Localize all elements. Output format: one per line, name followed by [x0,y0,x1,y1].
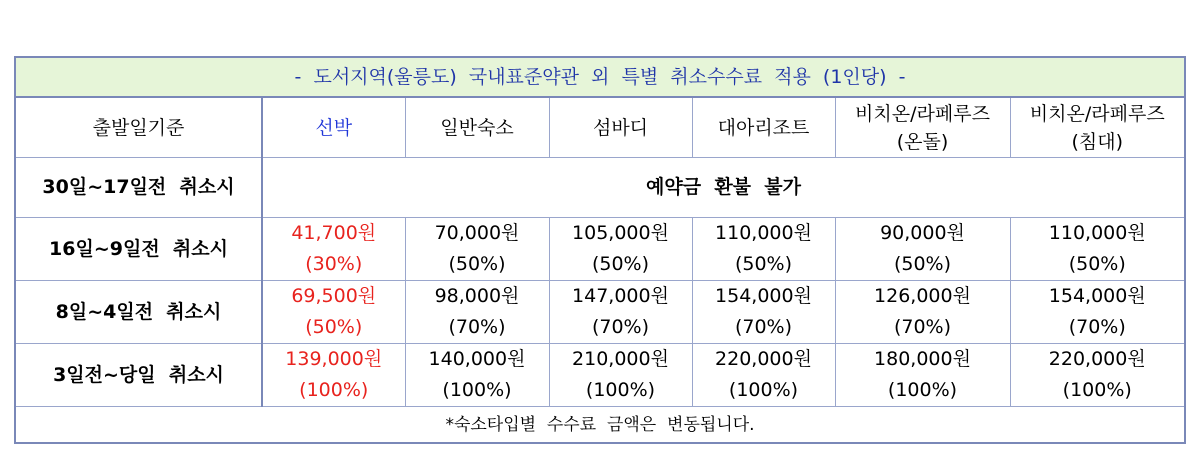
cell-amount: 41,700원 [291,222,377,244]
cell-seombadi [549,281,692,344]
cell-amount: 110,000원 [715,222,812,244]
cell-seombadi [549,218,692,281]
merged-no-refund: 예약금 환불 불가 [262,158,1185,218]
cell-ship [262,344,405,407]
table-title: - 도서지역(울릉도) 국내표준약관 외 특별 취소수수료 적용 (1인당) - [15,57,1185,97]
cell-percent: (70%) [1068,316,1126,338]
cell-percent: (30%) [305,253,363,275]
header-seombadi: 섬바디 [549,97,692,158]
cell-amount: 220,000원 [715,348,812,370]
row-label: 30일~17일전 취소시 [15,158,262,218]
table-row [15,218,1185,281]
header-beachon-bed-type: (침대) [1071,130,1124,153]
cell-percent: (100%) [1062,379,1132,401]
header-general-lodging: 일반숙소 [405,97,549,158]
cell-beachon-ondol [835,218,1010,281]
cell-percent: (100%) [585,379,656,401]
cell-percent: (70%) [893,316,952,338]
cell-amount: 110,000원 [1048,222,1146,244]
cell-percent: (50%) [734,253,793,275]
cell-amount: 98,000원 [434,285,520,307]
cell-amount: 90,000원 [880,222,965,244]
cell-ship [262,281,405,344]
cell-amount: 180,000원 [874,348,971,370]
table-row [15,158,1185,218]
cell-amount: 126,000원 [874,285,971,307]
cell-general-lodging [405,218,549,281]
cell-beachon-bed [1010,344,1185,407]
cancellation-fee-table [14,56,1186,444]
header-beachon-bed [1010,97,1185,158]
cell-beachon-bed [1010,218,1185,281]
cell-amount: 105,000원 [572,222,669,244]
cell-percent: (50%) [1068,253,1126,275]
cell-amount: 210,000원 [572,348,669,370]
cell-daea-resort [692,281,835,344]
cell-daea-resort [692,218,835,281]
cell-amount: 154,000원 [715,285,812,307]
cell-beachon-ondol [835,281,1010,344]
header-ship: 선박 [262,97,405,158]
header-beachon-ondol-type: (온돌) [896,130,949,153]
cell-percent: (50%) [305,316,363,338]
cell-percent: (100%) [299,379,369,401]
cell-amount: 140,000원 [428,348,526,370]
header-beachon-ondol [835,97,1010,158]
cell-percent: (100%) [887,379,958,401]
footnote: *숙소타입별 수수료 금액은 변동됩니다. [15,407,1185,444]
header-daea-resort: 대아리조트 [692,97,835,158]
cell-percent: (70%) [734,316,793,338]
cell-percent: (70%) [448,316,506,338]
cell-beachon-bed [1010,281,1185,344]
cell-percent: (50%) [893,253,952,275]
cell-percent: (50%) [448,253,506,275]
table-row [15,344,1185,407]
cell-amount: 69,500원 [291,285,377,307]
header-departure-basis: 출발일기준 [15,97,262,158]
cell-general-lodging [405,344,549,407]
header-beachon-ondol-name: 비치온/라페루즈 [855,102,990,125]
cell-beachon-ondol [835,344,1010,407]
row-label: 16일~9일전 취소시 [15,218,262,281]
cell-daea-resort [692,344,835,407]
cell-amount: 154,000원 [1048,285,1146,307]
cell-ship [262,218,405,281]
header-beachon-bed-name: 비치온/라페루즈 [1029,102,1165,125]
cell-percent: (100%) [442,379,512,401]
table-row [15,281,1185,344]
header-row [15,97,1185,158]
cell-amount: 220,000원 [1048,348,1146,370]
cell-general-lodging [405,281,549,344]
cell-seombadi [549,344,692,407]
cell-amount: 147,000원 [572,285,669,307]
cell-percent: (50%) [591,253,650,275]
row-label: 3일전~당일 취소시 [15,344,262,407]
cell-percent: (100%) [728,379,799,401]
row-label: 8일~4일전 취소시 [15,281,262,344]
cell-amount: 70,000원 [434,222,520,244]
cell-amount: 139,000원 [285,348,383,370]
cell-percent: (70%) [591,316,650,338]
